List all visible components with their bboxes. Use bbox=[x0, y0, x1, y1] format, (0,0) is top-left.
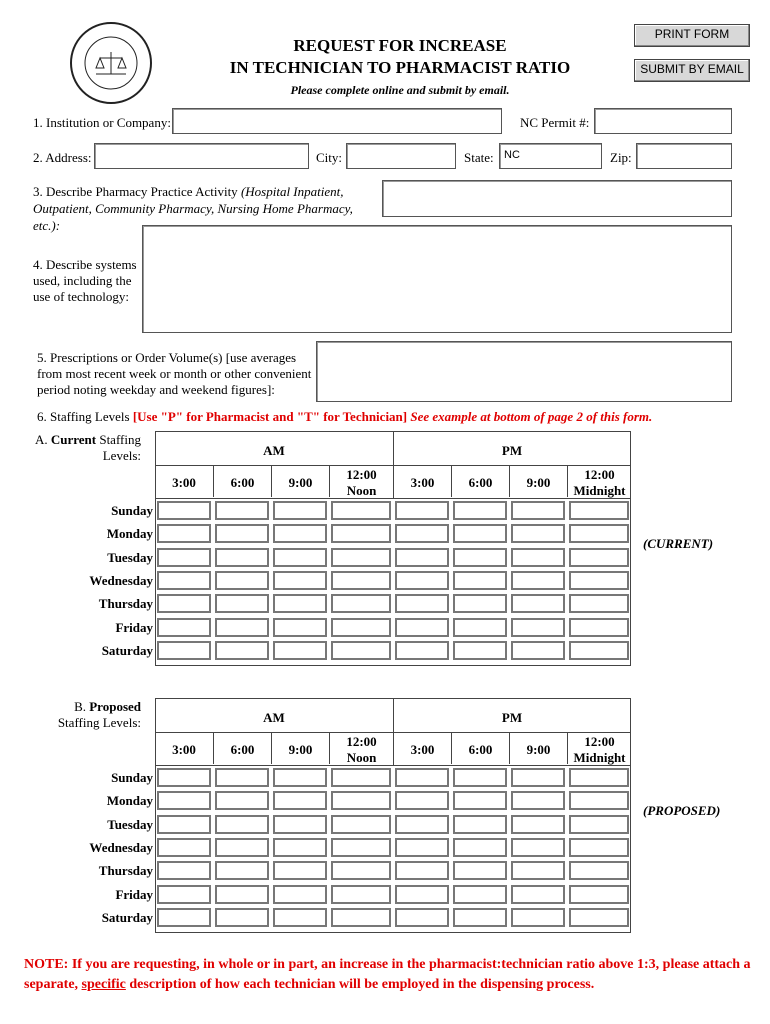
staffing-cell-input[interactable] bbox=[453, 885, 507, 904]
staffing-cell-input[interactable] bbox=[569, 501, 629, 520]
staffing-cell-input[interactable] bbox=[157, 641, 211, 660]
staffing-cell-input[interactable] bbox=[453, 501, 507, 520]
staffing-cell-input[interactable] bbox=[273, 908, 327, 927]
time-header: 12:00 Midnight bbox=[567, 733, 631, 764]
staffing-cell-input[interactable] bbox=[273, 791, 327, 810]
time-header: 3:00 bbox=[393, 733, 451, 764]
staffing-cell-input[interactable] bbox=[569, 594, 629, 613]
day-label-thursday: Thursday bbox=[98, 863, 153, 879]
staffing-cell-input[interactable] bbox=[331, 641, 391, 660]
day-label-friday: Friday bbox=[115, 619, 153, 635]
time-header: 6:00 bbox=[213, 466, 271, 497]
staffing-cell-input[interactable] bbox=[453, 641, 507, 660]
address-input[interactable] bbox=[94, 143, 309, 169]
pm-header: PM bbox=[501, 443, 523, 458]
staffing-cell-input[interactable] bbox=[273, 641, 327, 660]
day-label-sunday: Sunday bbox=[111, 770, 153, 785]
ratio-note: NOTE: If you are requesting, in whole or in part, an increase in the pharmacist:technician ratio above 1:3, please attach a separate, specific description of how each technician will be employed in the dispensing process. bbox=[24, 957, 751, 992]
day-label-saturday: Saturday bbox=[101, 909, 153, 925]
staffing-cell-input[interactable] bbox=[157, 838, 211, 857]
staffing-cell-input[interactable] bbox=[569, 641, 629, 660]
staffing-cell-input[interactable] bbox=[331, 815, 391, 834]
staffing-cell-input[interactable] bbox=[273, 861, 327, 880]
staffing-cell-input[interactable] bbox=[511, 768, 565, 787]
state-input[interactable]: NC bbox=[499, 143, 602, 169]
day-label-saturday: Saturday bbox=[101, 642, 153, 658]
staffing-cell-input[interactable] bbox=[395, 618, 449, 637]
city-input[interactable] bbox=[346, 143, 456, 169]
staffing-cell-input[interactable] bbox=[395, 768, 449, 787]
staffing-cell-input[interactable] bbox=[569, 524, 629, 543]
staffing-cell-input[interactable] bbox=[395, 571, 449, 590]
am-header: AM bbox=[263, 710, 285, 725]
staffing-cell-input[interactable] bbox=[273, 815, 327, 834]
staffing-cell-input[interactable] bbox=[511, 815, 565, 834]
staffing-cell-input[interactable] bbox=[395, 861, 449, 880]
staffing-cell-input[interactable] bbox=[569, 791, 629, 810]
staffing-cell-input[interactable] bbox=[157, 548, 211, 567]
volume-label: 5. Prescriptions or Order Volume(s) [use averages from most recent week or month or other convenient period noting weekday and weekend figures]: bbox=[37, 350, 312, 397]
staffing-cell-input[interactable] bbox=[453, 908, 507, 927]
day-label-tuesday: Tuesday bbox=[107, 549, 153, 565]
staffing-cell-input[interactable] bbox=[511, 571, 565, 590]
systems-label: 4. Describe systems used, including the use of technology: bbox=[33, 257, 137, 304]
staffing-cell-input[interactable] bbox=[395, 791, 449, 810]
staffing-cell-input[interactable] bbox=[453, 571, 507, 590]
permit-label: NC Permit #: bbox=[520, 115, 590, 130]
staffing-cell-input[interactable] bbox=[511, 861, 565, 880]
staffing-cell-input[interactable] bbox=[331, 594, 391, 613]
staffing-cell-input[interactable] bbox=[331, 548, 391, 567]
staffing-cell-input[interactable] bbox=[215, 838, 269, 857]
form-title-line2: IN TECHNICIAN TO PHARMACIST RATIO bbox=[229, 58, 571, 77]
zip-input[interactable] bbox=[636, 143, 732, 169]
staffing-cell-input[interactable] bbox=[331, 791, 391, 810]
staffing-cell-input[interactable] bbox=[215, 791, 269, 810]
staffing-cell-input[interactable] bbox=[215, 571, 269, 590]
staffing-cell-input[interactable] bbox=[157, 594, 211, 613]
staffing-cell-input[interactable] bbox=[569, 618, 629, 637]
staffing-cell-input[interactable] bbox=[511, 501, 565, 520]
staffing-cell-input[interactable] bbox=[453, 838, 507, 857]
staffing-cell-input[interactable] bbox=[273, 548, 327, 567]
staffing-cell-input[interactable] bbox=[273, 768, 327, 787]
staffing-cell-input[interactable] bbox=[511, 908, 565, 927]
zip-label: Zip: bbox=[610, 150, 632, 165]
staffing-cell-input[interactable] bbox=[273, 838, 327, 857]
practice-activity-input[interactable] bbox=[382, 180, 732, 217]
practice-activity-label: 3. Describe Pharmacy Practice Activity (Hospital Inpatient, Outpatient, Community Pharmacy, Nursing Home Pharmacy, etc.): bbox=[33, 184, 353, 233]
staffing-cell-input[interactable] bbox=[395, 501, 449, 520]
staffing-cell-input[interactable] bbox=[157, 618, 211, 637]
staffing-cell-input[interactable] bbox=[453, 815, 507, 834]
staffing-cell-input[interactable] bbox=[395, 908, 449, 927]
staffing-cell-input[interactable] bbox=[273, 501, 327, 520]
time-header: 9:00 bbox=[271, 466, 329, 497]
proposed-staffing-label: B. Proposed Staffing Levels: bbox=[57, 699, 141, 730]
staffing-cell-input[interactable] bbox=[331, 501, 391, 520]
staffing-cell-input[interactable] bbox=[215, 815, 269, 834]
staffing-cell-input[interactable] bbox=[569, 838, 629, 857]
day-label-friday: Friday bbox=[115, 886, 153, 902]
staffing-cell-input[interactable] bbox=[331, 571, 391, 590]
staffing-cell-input[interactable] bbox=[331, 885, 391, 904]
staffing-cell-input[interactable] bbox=[157, 885, 211, 904]
staffing-cell-input[interactable] bbox=[215, 768, 269, 787]
am-header: AM bbox=[263, 443, 285, 458]
proposed-tag: (PROPOSED) bbox=[643, 803, 721, 818]
staffing-cell-input[interactable] bbox=[157, 501, 211, 520]
staffing-cell-input[interactable] bbox=[331, 861, 391, 880]
staffing-cell-input[interactable] bbox=[157, 791, 211, 810]
staffing-cell-input[interactable] bbox=[331, 524, 391, 543]
institution-label: 1. Institution or Company: bbox=[33, 115, 171, 130]
staffing-cell-input[interactable] bbox=[511, 548, 565, 567]
permit-input[interactable] bbox=[594, 108, 732, 134]
staffing-cell-input[interactable] bbox=[511, 838, 565, 857]
staffing-cell-input[interactable] bbox=[273, 524, 327, 543]
staffing-cell-input[interactable] bbox=[569, 815, 629, 834]
staffing-cell-input[interactable] bbox=[395, 548, 449, 567]
time-header: 6:00 bbox=[451, 733, 509, 764]
time-header: 9:00 bbox=[509, 733, 567, 764]
city-label: City: bbox=[316, 150, 343, 165]
staffing-cell-input[interactable] bbox=[157, 815, 211, 834]
staffing-cell-input[interactable] bbox=[395, 594, 449, 613]
staffing-cell-input[interactable] bbox=[395, 641, 449, 660]
staffing-cell-input[interactable] bbox=[569, 548, 629, 567]
staffing-cell-input[interactable] bbox=[395, 838, 449, 857]
submit-by-email-button[interactable]: SUBMIT BY EMAIL bbox=[634, 59, 750, 82]
staffing-cell-input[interactable] bbox=[511, 641, 565, 660]
staffing-cell-input[interactable] bbox=[215, 908, 269, 927]
staffing-cell-input[interactable] bbox=[215, 618, 269, 637]
day-label-thursday: Thursday bbox=[98, 596, 153, 612]
staffing-cell-input[interactable] bbox=[395, 885, 449, 904]
pm-header: PM bbox=[501, 710, 523, 725]
day-label-monday: Monday bbox=[106, 793, 153, 809]
staffing-cell-input[interactable] bbox=[511, 594, 565, 613]
staffing-cell-input[interactable] bbox=[215, 641, 269, 660]
state-label: State: bbox=[464, 150, 494, 165]
staffing-cell-input[interactable] bbox=[215, 885, 269, 904]
staffing-cell-input[interactable] bbox=[215, 501, 269, 520]
staffing-heading: 6. Staffing Levels [Use "P" for Pharmacist and "T" for Technician] See example at bottom of page 2 of this form. bbox=[37, 409, 653, 424]
staffing-cell-input[interactable] bbox=[273, 571, 327, 590]
institution-input[interactable] bbox=[172, 108, 502, 134]
current-staffing-label: A. Current Staffing Levels: bbox=[34, 432, 141, 463]
staffing-cell-input[interactable] bbox=[453, 524, 507, 543]
staffing-cell-input[interactable] bbox=[453, 594, 507, 613]
staffing-cell-input[interactable] bbox=[395, 524, 449, 543]
staffing-cell-input[interactable] bbox=[453, 791, 507, 810]
staffing-cell-input[interactable] bbox=[215, 548, 269, 567]
form-title-line1: REQUEST FOR INCREASE bbox=[293, 36, 507, 55]
staffing-cell-input[interactable] bbox=[157, 524, 211, 543]
time-header: 12:00 Noon bbox=[329, 466, 393, 497]
staffing-cell-input[interactable] bbox=[157, 908, 211, 927]
day-label-monday: Monday bbox=[106, 526, 153, 542]
staffing-cell-input[interactable] bbox=[215, 594, 269, 613]
time-header: 9:00 bbox=[271, 733, 329, 764]
time-header: 6:00 bbox=[213, 733, 271, 764]
staffing-cell-input[interactable] bbox=[453, 768, 507, 787]
staffing-cell-input[interactable] bbox=[331, 908, 391, 927]
current-tag: (CURRENT) bbox=[643, 536, 714, 551]
staffing-cell-input[interactable] bbox=[569, 768, 629, 787]
time-header: 3:00 bbox=[393, 466, 451, 497]
staffing-cell-input[interactable] bbox=[453, 618, 507, 637]
staffing-cell-input[interactable] bbox=[511, 791, 565, 810]
staffing-cell-input[interactable] bbox=[511, 618, 565, 637]
staffing-cell-input[interactable] bbox=[569, 908, 629, 927]
staffing-cell-input[interactable] bbox=[453, 548, 507, 567]
staffing-cell-input[interactable] bbox=[273, 885, 327, 904]
print-form-button[interactable]: PRINT FORM bbox=[634, 24, 750, 47]
time-header: 9:00 bbox=[509, 466, 567, 497]
day-label-wednesday: Wednesday bbox=[89, 839, 153, 855]
staffing-cell-input[interactable] bbox=[331, 768, 391, 787]
staffing-cell-input[interactable] bbox=[215, 524, 269, 543]
board-of-pharmacy-seal bbox=[70, 22, 152, 104]
systems-input[interactable] bbox=[142, 225, 732, 333]
staffing-cell-input[interactable] bbox=[511, 524, 565, 543]
staffing-cell-input[interactable] bbox=[511, 885, 565, 904]
day-label-wednesday: Wednesday bbox=[89, 572, 153, 588]
staffing-cell-input[interactable] bbox=[157, 571, 211, 590]
staffing-cell-input[interactable] bbox=[273, 618, 327, 637]
time-header: 3:00 bbox=[172, 742, 196, 757]
day-label-tuesday: Tuesday bbox=[107, 816, 153, 832]
volume-input[interactable] bbox=[316, 341, 732, 402]
staffing-cell-input[interactable] bbox=[331, 838, 391, 857]
staffing-cell-input[interactable] bbox=[453, 861, 507, 880]
time-header: 12:00 Noon bbox=[329, 733, 393, 764]
staffing-cell-input[interactable] bbox=[273, 594, 327, 613]
staffing-cell-input[interactable] bbox=[395, 815, 449, 834]
staffing-cell-input[interactable] bbox=[157, 861, 211, 880]
time-header: 6:00 bbox=[451, 466, 509, 497]
time-header: 12:00 Midnight bbox=[567, 466, 631, 497]
staffing-cell-input[interactable] bbox=[569, 861, 629, 880]
staffing-cell-input[interactable] bbox=[157, 768, 211, 787]
time-header: 3:00 bbox=[172, 475, 196, 490]
staffing-cell-input[interactable] bbox=[569, 571, 629, 590]
staffing-cell-input[interactable] bbox=[331, 618, 391, 637]
address-label: 2. Address: bbox=[33, 150, 92, 165]
day-label-sunday: Sunday bbox=[111, 503, 153, 518]
staffing-cell-input[interactable] bbox=[215, 861, 269, 880]
staffing-cell-input[interactable] bbox=[569, 885, 629, 904]
form-subtitle: Please complete online and submit by email. bbox=[290, 83, 510, 97]
